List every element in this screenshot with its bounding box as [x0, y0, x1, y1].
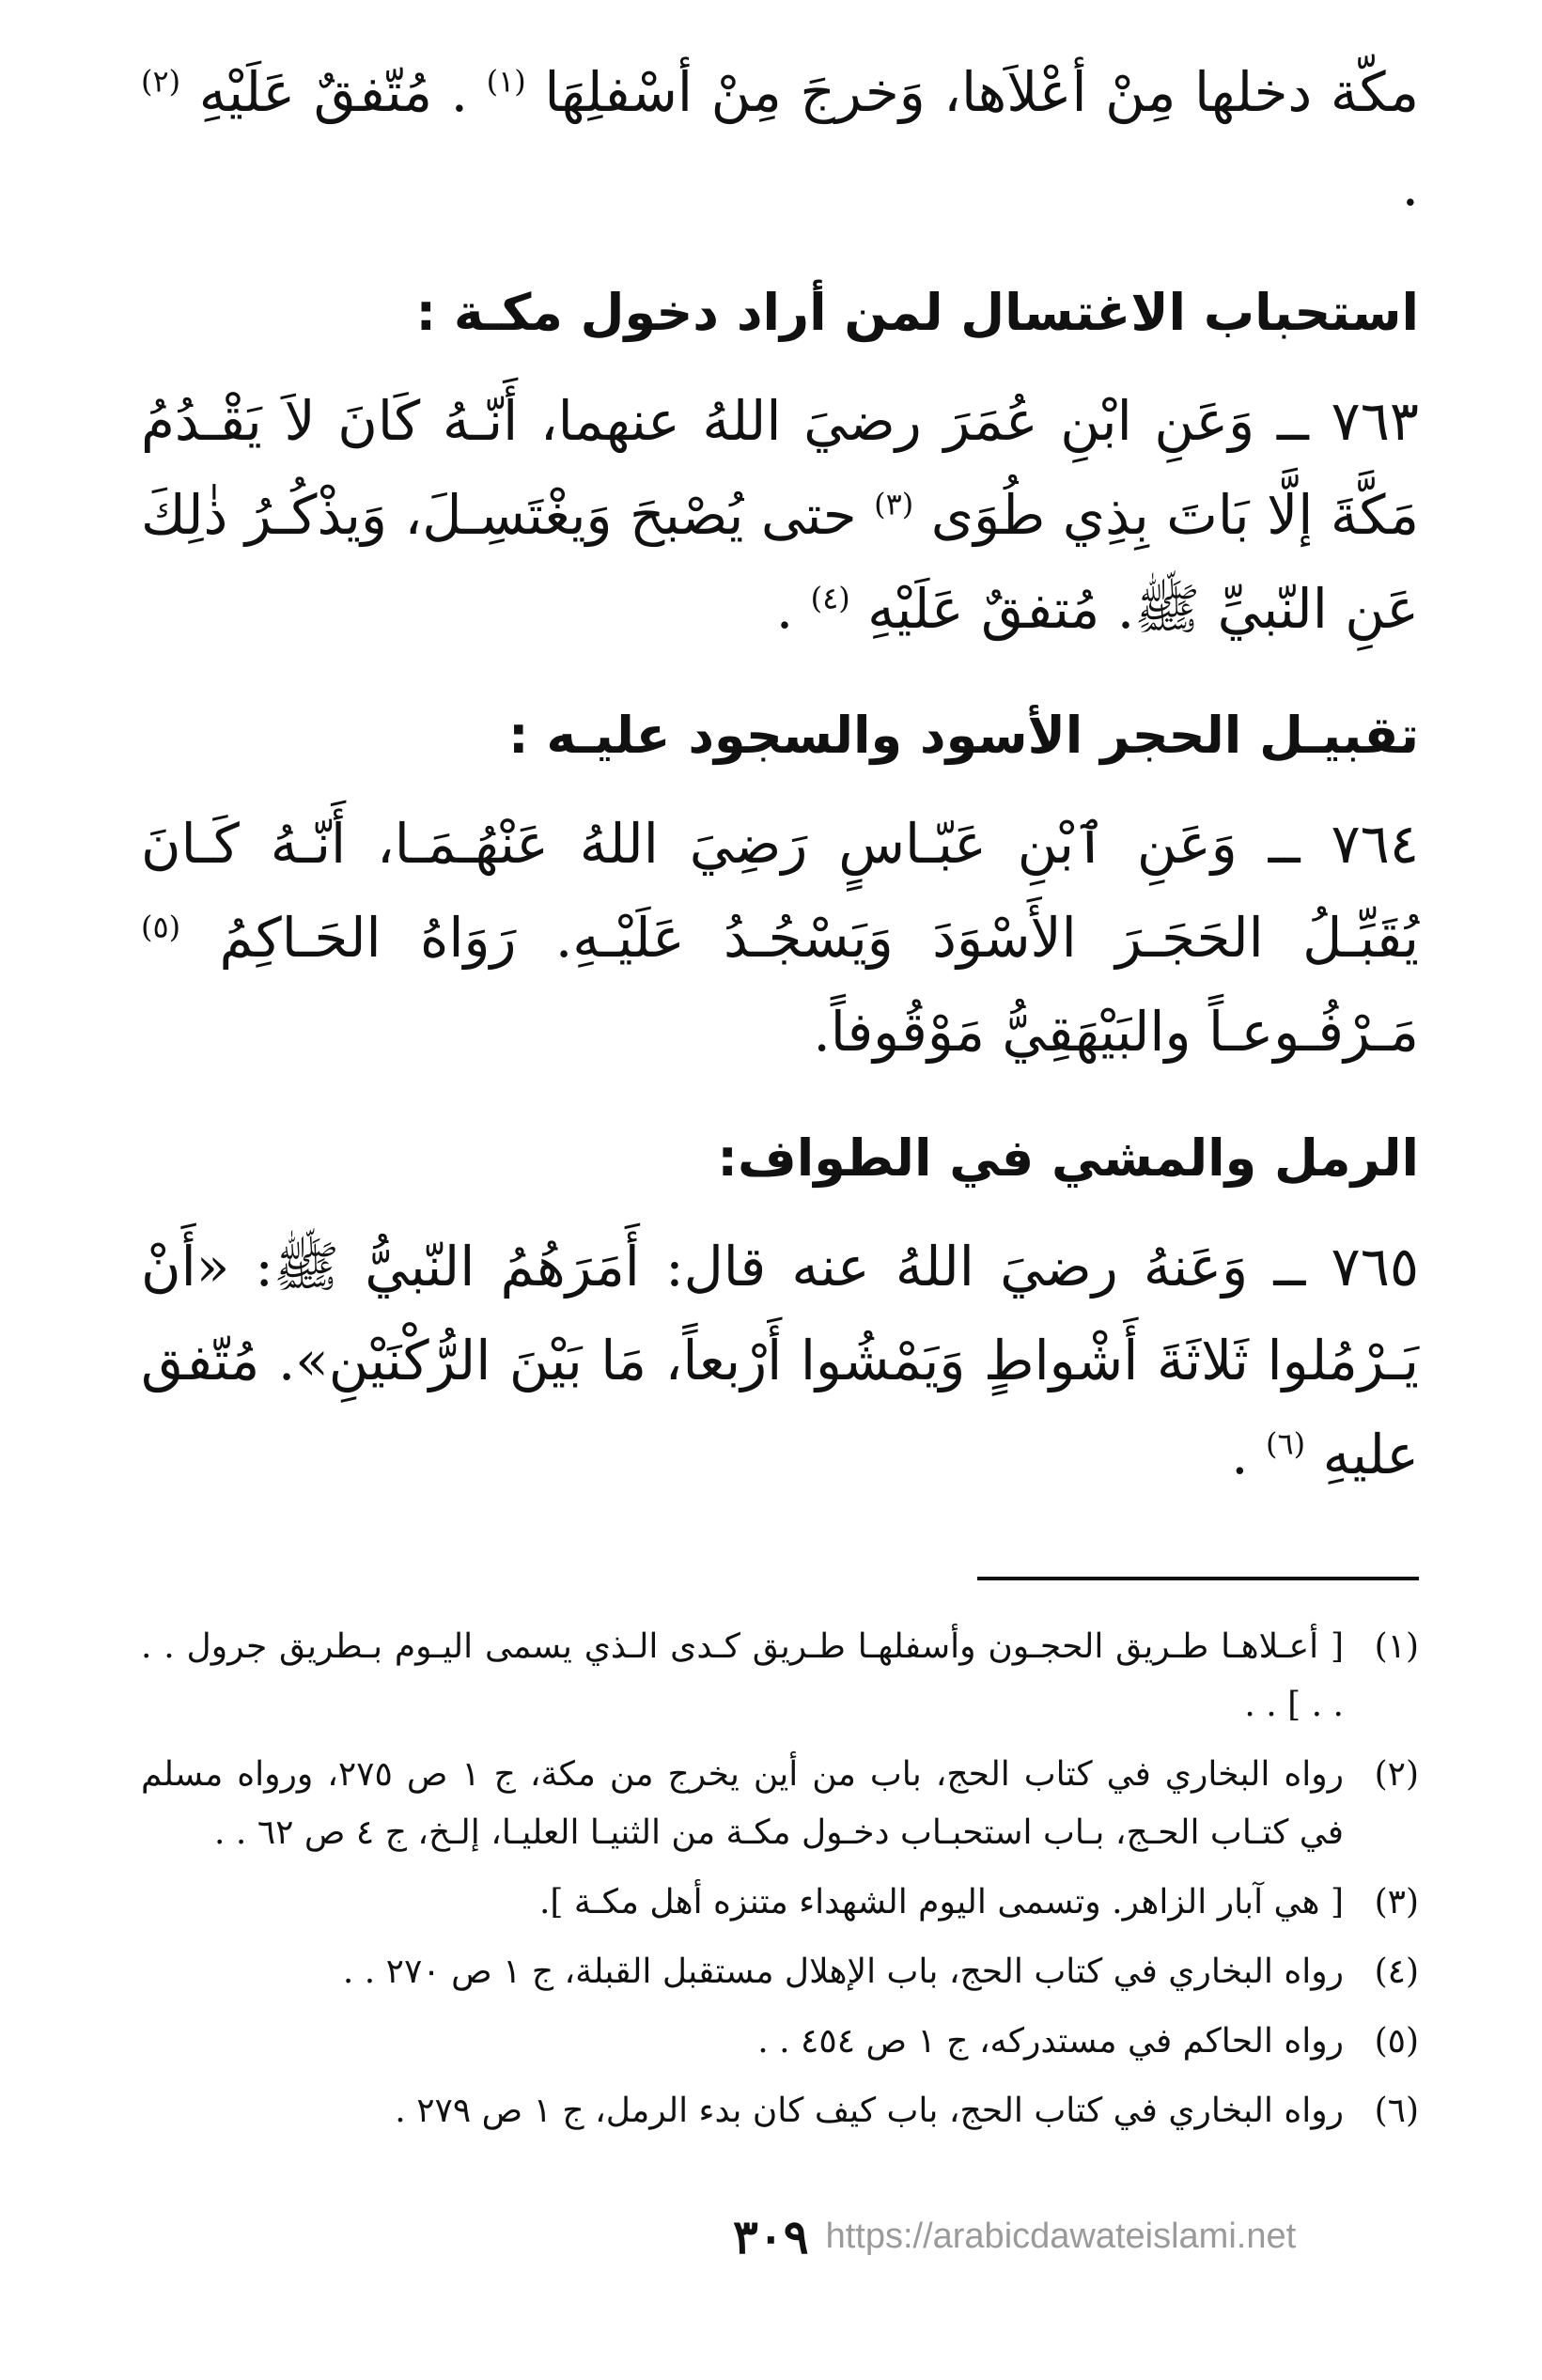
footnote-item [141, 2082, 1419, 2140]
hadith-text-end: . [775, 577, 794, 641]
hadith-number: ٧٦٣ [1331, 389, 1420, 453]
hadith-text-end: . [1231, 1423, 1249, 1486]
page-footer [733, 2199, 1391, 2274]
hadith-765 [141, 1220, 1419, 1501]
footnote-text: رواه البخاري في كتاب الحج، باب الإهلال مستقبل القبلة، ج ١ ص ٢٧٠ . . [342, 1952, 1344, 1991]
page-content [141, 45, 1419, 2152]
footnote-number: (٣) [1374, 1883, 1419, 1921]
footnote-item [141, 1943, 1419, 2001]
footnote-text: رواه الحاكم في مستدركه، ج ١ ص ٤٥٤ . . [757, 2022, 1344, 2061]
footnote-text: [ أعـلاهـا طـريق الحجـون وأسفلهـا طـريق كـدى الـذي يسمى اليـوم بـطريق جرول . . . . ] . . [141, 1627, 1344, 1724]
footnote-number: (٤) [1374, 1952, 1419, 1991]
footnote-separator [977, 1577, 1419, 1580]
hadith-763 [141, 374, 1419, 656]
hadith-text: ــ وَعَنِ ابْنِ عُمَرَ رضيَ اللهُ عنهما، أَنّـهُ كَانَ لاَ يَقْـدُمُ مَكَّةَ إلَّا بَاتَ بِذِي طُوَى [141, 389, 1420, 547]
hadith-text-middle: مَـرْفُـوعـاً والبَيْهَقِيُّ مَوْقُوفاً. [813, 1000, 1419, 1064]
opening-text: مكّة دخلها مِنْ أعْلاَها، وَخرجَ مِنْ أسْفلِهَا [544, 60, 1420, 124]
footnote-item [141, 1874, 1419, 1932]
hadith-text-middle: حتى يُصْبحَ وَيغْتَسِـلَ، وَيذْكُـرُ ذٰلِكَ عَنِ النّبيِّ ﷺ. مُتفقٌ عَلَيْهِ [141, 483, 1419, 641]
hadith-number: ٧٦٥ [1331, 1235, 1420, 1299]
page-number: ٣٠٩ [733, 2208, 809, 2264]
footnote-text: رواه البخاري في كتاب الحج، باب كيف كان بدء الرمل، ج ١ ص ٢٧٩ . [395, 2092, 1344, 2130]
opening-line [141, 45, 1419, 233]
footnote-number: (٥) [1374, 2022, 1419, 2061]
footnote-ref-5[interactable]: (٥) [141, 909, 181, 945]
footnote-text: [ هي آبار الزاهر. وتسمى اليوم الشهداء متنزه أهل مكـة ]. [538, 1883, 1344, 1921]
footnote-number: (٢) [1374, 1755, 1419, 1794]
footnote-ref-3[interactable]: (٣) [874, 486, 914, 522]
hadith-number: ٧٦٤ [1331, 812, 1419, 876]
footnotes [141, 1618, 1419, 2140]
section-black-stone [141, 693, 1419, 1079]
footnote-item [141, 1618, 1419, 1734]
footnote-ref-1[interactable]: (١) [486, 63, 526, 100]
hadith-text: ــ وَعَنهُ رضيَ اللهُ عنه قال: أَمَرَهُمُ النّبيُّ ﷺ: «أَنْ يَـرْمُلوا ثَلاثَةَ أَشْواطٍ وَيَمْشُوا أَرْبعاً، مَا بَيْنَ الرُّكْنَيْنِ». مُتّفق عليهِ [141, 1235, 1419, 1486]
section-heading: استحباب الاغتسال لمن أراد دخول مكـة : [415, 283, 1419, 342]
section-ghusl-mecca [141, 271, 1419, 656]
watermark-url[interactable]: https://arabicdawateislami.net [825, 2216, 1297, 2256]
footnote-ref-6[interactable]: (٦) [1266, 1425, 1306, 1462]
footnote-item [141, 2013, 1419, 2071]
section-heading: الرمل والمشي في الطواف: [717, 1128, 1419, 1188]
footnote-text: رواه البخاري في كتاب الحج، باب من أين يخرج من مكة، ج ١ ص ٢٧٥، ورواه مسلم في كتـاب الحـج، بـاب استحبـاب دخـول مكـة من الثنيـا العليـا، إلـخ، ج ٤ ص ٦٢ . . [141, 1755, 1344, 1852]
footnote-item [141, 1746, 1419, 1862]
section-heading: تقبيـل الحجر الأسود والسجود عليـه : [507, 706, 1419, 765]
footnote-ref-2[interactable]: (٢) [141, 63, 181, 100]
hadith-text: ــ وَعَنِ ٱبْنِ عَبّـاسٍ رَضِيَ اللهُ عَنْهُـمَـا، أَنّـهُ كَـانَ يُقَبِّـلُ الحَجَـرَ الأَسْوَدَ وَيَسْجُـدُ عَلَيْـهِ. رَوَاهُ الحَـاكِمُ [141, 812, 1419, 970]
opening-end: . [1401, 154, 1419, 218]
hadith-764 [141, 797, 1419, 1079]
footnote-ref-4[interactable]: (٤) [810, 580, 850, 616]
section-ramal-tawaf [141, 1116, 1419, 1501]
footnote-number: (٦) [1374, 2092, 1419, 2130]
footnote-number: (١) [1374, 1627, 1419, 1666]
footnote-separator-wrap [141, 1520, 1419, 1618]
opening-mid: . مُتّفقٌ عَلَيْهِ [198, 60, 469, 124]
